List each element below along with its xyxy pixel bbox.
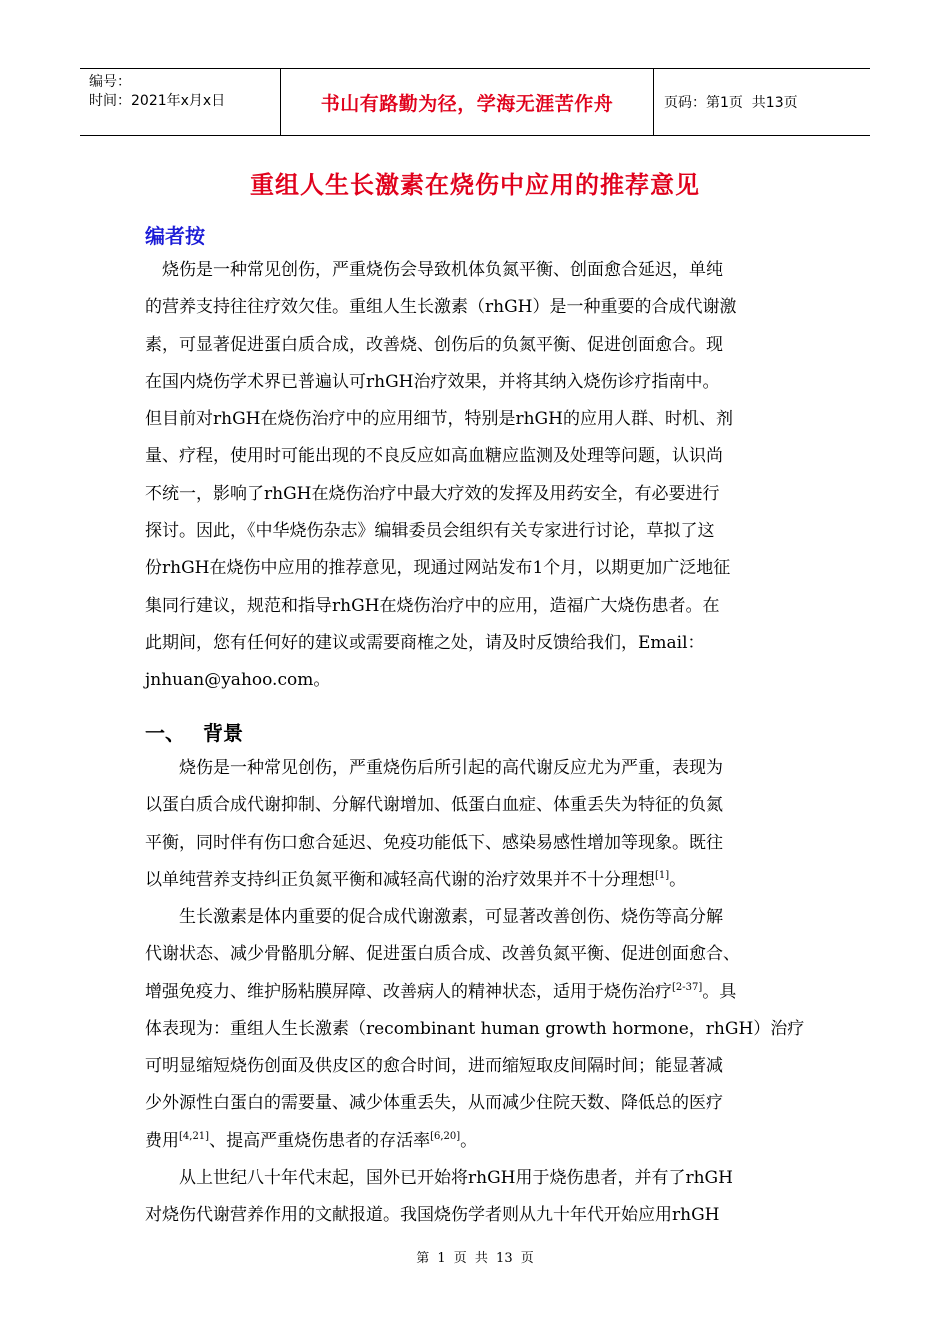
background-paragraph-3 <box>145 1160 825 1235</box>
citation-ref: [1] <box>655 869 670 881</box>
header-motto-cell <box>281 69 654 135</box>
text-line <box>145 1123 825 1160</box>
text-line: 生长激素是体内重要的促合成代谢激素，可显著改善创伤、烧伤等高分解 <box>145 907 723 927</box>
page-footer: 第 1 页 共 13 页 <box>416 1251 534 1266</box>
header-table <box>80 68 870 136</box>
page-info: 页码：第1页 共13页 <box>664 95 798 111</box>
text-line: 不统一，影响了rhGH在烧伤治疗中最大疗效的发挥及用药安全，有必要进行 <box>145 483 720 504</box>
text-line: 探讨。因此，《中华烧伤杂志》编辑委员会组织有关专家进行讨论，草拟了这 <box>145 521 715 542</box>
text-line: 集同行建议，规范和指导rhGH在烧伤治疗中的应用，造福广大烧伤患者。在 <box>145 595 720 616</box>
text-line: 但目前对rhGH在烧伤治疗中的应用细节，特别是rhGH的应用人群、时机、剂 <box>145 409 733 430</box>
text-line: 对烧伤代谢营养作用的文献报道。我国烧伤学者则从九十年代开始应用rhGH <box>145 1205 720 1226</box>
time-label: 时间：2021年x月x日 <box>89 93 226 109</box>
text-line: 少外源性白蛋白的需要量、减少体重丢失，从而减少住院天数、降低总的医疗 <box>145 1093 723 1114</box>
text-line: 以蛋白质合成代谢抑制、分解代谢增加、低蛋白血症、体重丢失为特征的负氮 <box>145 795 723 816</box>
text-segment: 。 <box>460 1130 478 1151</box>
section-title: 背景 <box>203 721 243 745</box>
text-segment: 增强免疫力、维护肠粘膜屏障、改善病人的精神状态，适用于烧伤治疗 <box>145 981 672 1002</box>
text-segment: 、提高严重烧伤患者的存活率 <box>209 1130 431 1151</box>
text-line: 的营养支持往往疗效欠佳。重组人生长激素（rhGH）是一种重要的合成代谢激 <box>145 297 737 318</box>
text-segment: 费用 <box>145 1130 179 1151</box>
text-line: 代谢状态、减少骨骼肌分解、促进蛋白质合成、改善负氮平衡、促进创面愈合、 <box>145 944 740 965</box>
header-left-cell <box>80 69 281 135</box>
text-line: 量、疗程，使用时可能出现的不良反应如高血糖应监测及处理等问题，认识尚 <box>145 446 723 467</box>
editor-note-heading: 编者按 <box>145 224 205 248</box>
text-line: 体表现为：重组人生长激素（recombinant human growth hormone，rhGH）治疗 <box>145 1018 805 1039</box>
motto: 书山有路勤为径，学海无涯苦作舟 <box>320 92 614 115</box>
document-title: 重组人生长激素在烧伤中应用的推荐意见 <box>250 171 700 199</box>
text-line: 此期间，您有任何好的建议或需要商榷之处，请及时反馈给我们，Email： <box>145 632 705 653</box>
text-line: jnhuan@yahoo.com。 <box>145 670 331 691</box>
section-heading-background <box>145 717 243 746</box>
text-segment: 以单纯营养支持纠正负氮平衡和减轻高代谢的治疗效果并不十分理想 <box>145 869 655 890</box>
text-segment: 。具 <box>702 981 737 1002</box>
citation-ref: [6,20] <box>430 1130 461 1142</box>
header-page-cell <box>654 69 870 135</box>
text-line: 平衡，同时伴有伤口愈合延迟、免疫功能低下、感染易感性增加等现象。既往 <box>145 832 723 853</box>
citation-ref: [2-37] <box>672 981 703 993</box>
background-paragraph-1 <box>145 750 825 899</box>
section-number: 一、 <box>145 721 185 745</box>
text-line: 烧伤是一种常见创伤，严重烧伤会导致机体负氮平衡、创面愈合延迟，单纯 <box>145 260 723 280</box>
background-paragraph-2 <box>145 899 825 1160</box>
number-label: 编号： <box>89 74 131 90</box>
text-line: 烧伤是一种常见创伤，严重烧伤后所引起的高代谢反应尤为严重，表现为 <box>145 758 723 778</box>
text-line: 从上世纪八十年代末起，国外已开始将rhGH用于烧伤患者，并有了rhGH <box>145 1168 733 1188</box>
editor-note-paragraph <box>145 252 825 700</box>
text-line <box>145 974 825 1011</box>
citation-ref: [4,21] <box>179 1130 210 1142</box>
text-line: 素，可显著促进蛋白质合成，改善烧、创伤后的负氮平衡、促进创面愈合。现 <box>145 334 723 355</box>
text-line: 份rhGH在烧伤中应用的推荐意见，现通过网站发布1个月，以期更加广泛地征 <box>145 558 731 579</box>
text-line: 可明显缩短烧伤创面及供皮区的愈合时间，进而缩短取皮间隔时间；能显著减 <box>145 1056 723 1077</box>
text-line: 在国内烧伤学术界已普遍认可rhGH治疗效果，并将其纳入烧伤诊疗指南中。 <box>145 371 720 392</box>
text-line <box>145 862 825 899</box>
text-segment: 。 <box>669 869 687 890</box>
